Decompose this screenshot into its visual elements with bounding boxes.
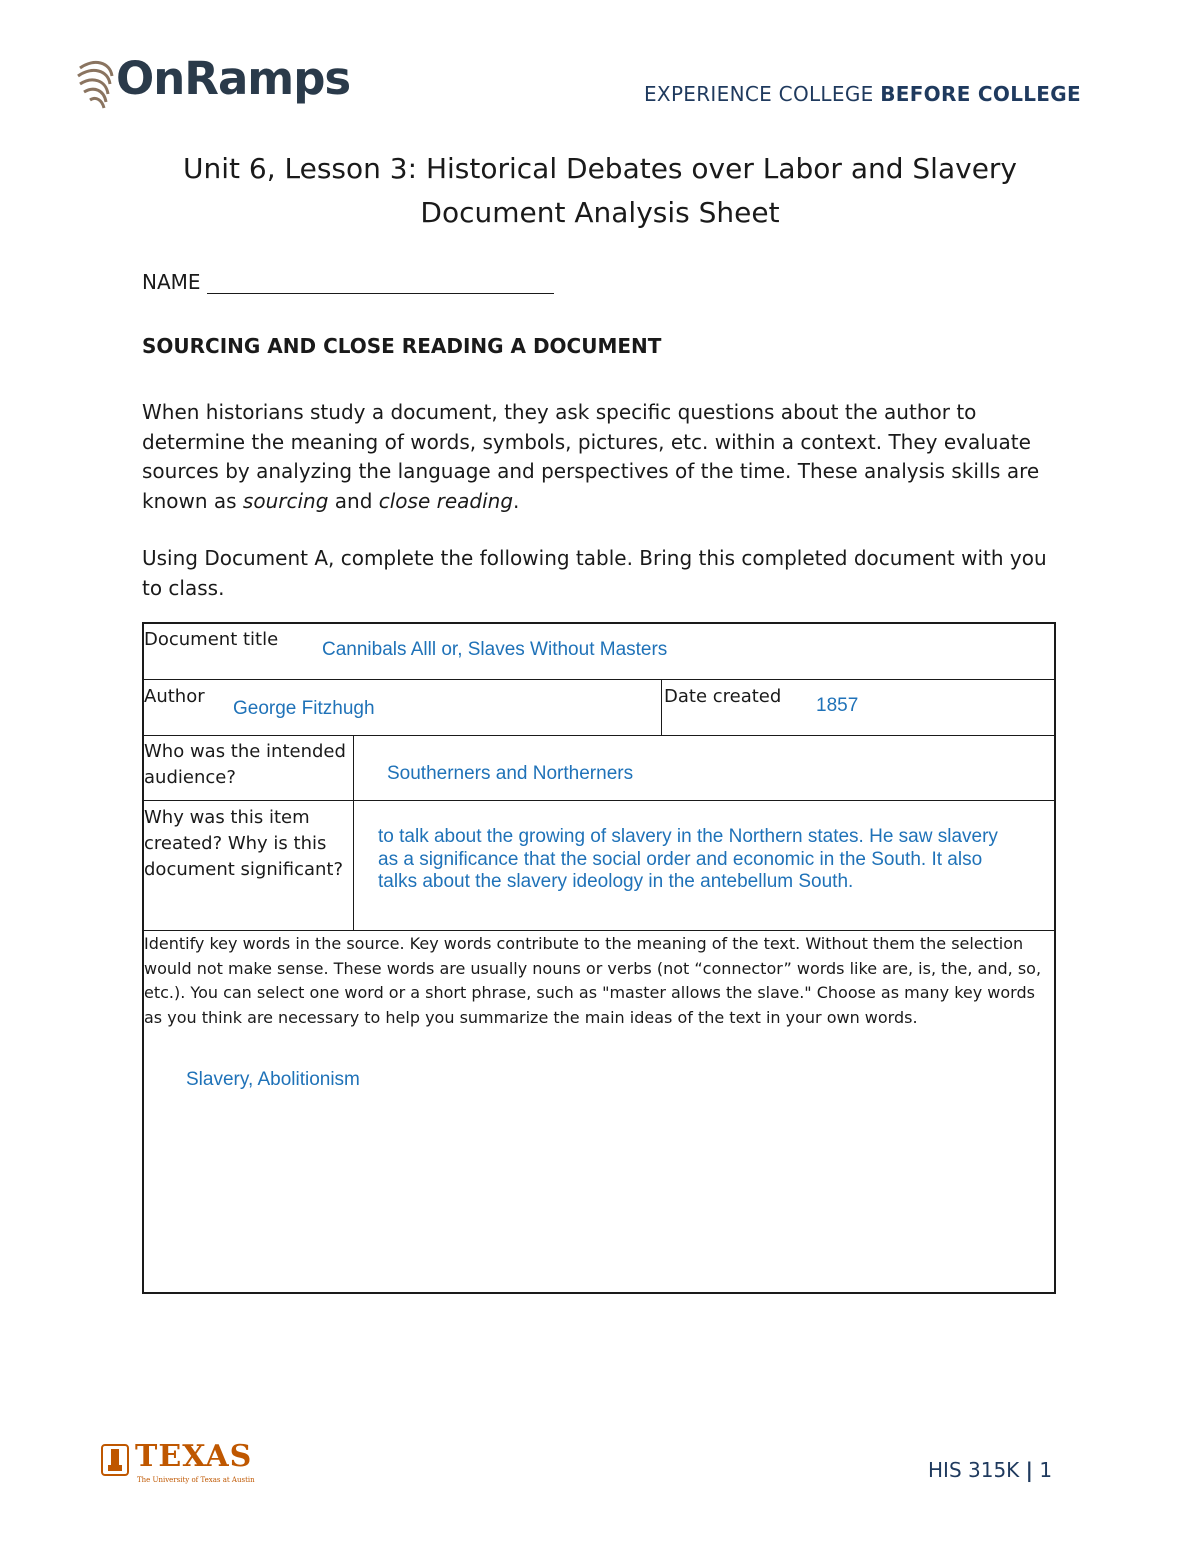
keywords-instruction: Identify key words in the source. Key words contribute to the meaning of the text. Without them the selection would not make sense. These words are usually nouns or verbs (not “connector” words like are, is, the, and, so, etc.). You can select one word or a short phrase, such as "master allows the slave." Choose as many key words as you think are necessary to help you summarize the main ideas of the text in your own words. xyxy=(144,934,1042,1027)
name-label: NAME xyxy=(142,270,201,294)
purpose-label: Why was this item created? Why is this document significant? xyxy=(144,807,344,880)
intro-text-a: When historians study a document, they ask specific questions about the author to determine the meaning of words, symbols, pictures, etc. within a context. They evaluate sources by analyzing the language and perspectives of the time. These analysis skills are known as xyxy=(142,400,1040,513)
intro-em-close-reading: close reading xyxy=(378,488,514,513)
author-answer[interactable]: George Fitzhugh xyxy=(233,698,375,719)
page-number: 1 xyxy=(1039,1458,1053,1482)
intro-paragraph xyxy=(142,398,1072,516)
ut-tower-seal-icon xyxy=(100,1443,130,1477)
name-field xyxy=(142,270,554,294)
row-divider xyxy=(144,930,1054,931)
ut-texas-logo xyxy=(100,1441,260,1487)
document-title-label: Document title xyxy=(144,629,279,650)
brand-name: OnRamps xyxy=(116,52,351,105)
intro-text-c: . xyxy=(513,488,520,513)
document-title-answer[interactable]: Cannibals Alll or, Slaves Without Masters xyxy=(322,639,668,660)
col-divider xyxy=(353,735,354,930)
author-label: Author xyxy=(144,686,205,707)
tagline-part1: EXPERIENCE COLLEGE xyxy=(644,82,881,106)
analysis-table xyxy=(142,622,1056,1294)
purpose-answer[interactable]: to talk about the growing of slavery in the Northern states. He saw slavery as a significance that the social order and economic in the South. It also talks about the slavery ideology in the antebellum South. xyxy=(378,826,998,892)
course-code: HIS 315K xyxy=(928,1458,1020,1482)
date-created-answer[interactable]: 1857 xyxy=(816,695,859,716)
row-divider xyxy=(144,735,1054,736)
col-divider xyxy=(661,679,662,735)
name-blank-line[interactable] xyxy=(207,271,554,294)
row-divider xyxy=(144,679,1054,680)
row-divider xyxy=(144,800,1054,801)
section-heading: SOURCING AND CLOSE READING A DOCUMENT xyxy=(142,334,662,358)
intro-text-b: and xyxy=(328,488,379,513)
ut-wordmark: TEXAS xyxy=(135,1439,253,1474)
date-created-label: Date created xyxy=(664,686,782,707)
page-footer: HIS 315K | 1 xyxy=(928,1458,1053,1482)
keywords-answer[interactable]: Slavery, Abolitionism xyxy=(186,1069,360,1090)
instructions-paragraph: Using Document A, complete the following table. Bring this completed document with you to class. xyxy=(142,546,1047,600)
page-title: Unit 6, Lesson 3: Historical Debates over Labor and Slavery xyxy=(183,152,1017,185)
tagline-part2: BEFORE COLLEGE xyxy=(880,82,1081,106)
tagline xyxy=(644,82,1081,106)
intro-em-sourcing: sourcing xyxy=(242,488,329,513)
page-subtitle: Document Analysis Sheet xyxy=(420,196,780,229)
audience-answer[interactable]: Southerners and Northerners xyxy=(387,763,634,784)
audience-label: Who was the intended audience? xyxy=(144,741,346,788)
ut-subtitle: The University of Texas at Austin xyxy=(137,1476,255,1484)
